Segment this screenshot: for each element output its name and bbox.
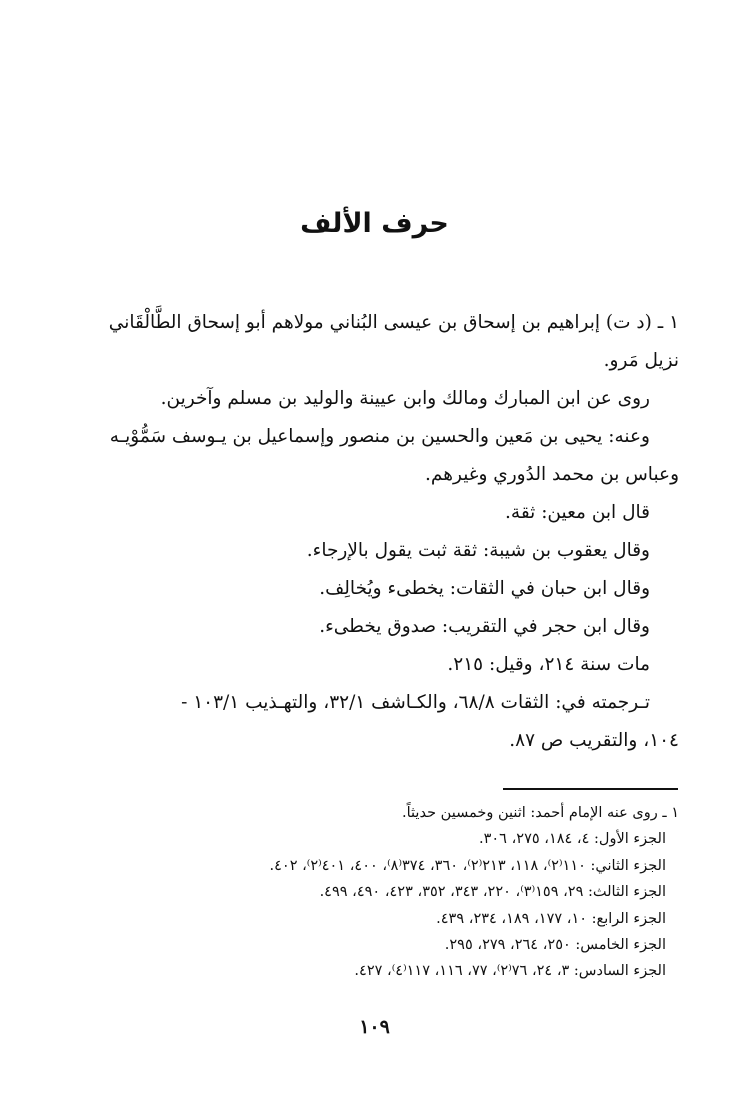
footnote-line-7: الجزء السادس: ٣، ٢٤، ٧٦⁽٢⁾، ٧٧، ١١٦، ١١٧⁽٤⁾، ٤٢٧. bbox=[354, 963, 666, 980]
footnote-line-4: الجزء الثالث: ٢٩، ١٥٩⁽٣⁾، ٢٢٠، ٣٤٣، ٣٥٢، ٤٢٣، ٤٩٠، ٤٩٩. bbox=[319, 884, 666, 901]
footnote-line-1: ١ ـ روى عنه الإمام أحمد: اثنين وخمسين حديثاً. bbox=[402, 805, 679, 821]
footnote-line-5: الجزء الرابع: ١٠، ١٧٧، ١٨٩، ٢٣٤، ٤٣٩. bbox=[436, 910, 666, 927]
entry-line-9: وقال ابن حجر في التقريب: صدوق يخطىء. bbox=[319, 616, 650, 637]
entry-line-10: مات سنة ٢١٤، وقيل: ٢١٥. bbox=[447, 654, 650, 675]
page-number: ١٠٩ bbox=[359, 1016, 390, 1038]
entry-line-1: ١ ـ (د ت) إبراهيم بن إسحاق بن عيسى البُناني مولاهم أبو إسحاق الطَّالْقَاني bbox=[108, 312, 679, 333]
footnote-line-2: الجزء الأول: ٤، ١٨٤، ٢٧٥، ٣٠٦. bbox=[479, 831, 666, 848]
entry-line-5: وعباس بن محمد الدُوري وغيرهم. bbox=[425, 464, 679, 485]
entry-line-3: روى عن ابن المبارك ومالك وابن عيينة والوليد بن مسلم وآخرين. bbox=[160, 388, 650, 409]
biography-entry bbox=[64, 304, 679, 760]
footnote-line-6: الجزء الخامس: ٢٥٠، ٢٦٤، ٢٧٩، ٢٩٥. bbox=[444, 937, 666, 954]
footnote-line-3: الجزء الثاني: ١١٠⁽٢⁾، ١١٨، ٢١٣⁽٢⁾، ٣٦٠، ٣٧٤⁽٨⁾، ٤٠٠، ٤٠١⁽٢⁾، ٤٠٢. bbox=[269, 857, 666, 874]
entry-line-12: ١٠٤، والتقريب ص ٨٧. bbox=[509, 730, 679, 751]
footnotes bbox=[64, 800, 679, 985]
entry-line-2: نزيل مَرو. bbox=[603, 350, 679, 371]
entry-line-8: وقال ابن حبان في الثقات: يخطىء ويُخالِف. bbox=[319, 578, 650, 599]
entry-line-6: قال ابن معين: ثقة. bbox=[505, 502, 650, 523]
entry-line-4: وعنه: يحيى بن مَعين والحسين بن منصور وإسماعيل بن يـوسف سَمُّوْيـه bbox=[109, 426, 650, 447]
entry-line-7: وقال يعقوب بن شيبة: ثقة ثبت يقول بالإرجاء. bbox=[306, 540, 650, 561]
chapter-title: حرف الألف bbox=[300, 208, 449, 239]
entry-line-11: تـرجمته في: الثقات ٦٨/٨، والكـاشف ٣٢/١، والتهـذيب ١٠٣/١ - bbox=[181, 692, 650, 713]
footnote-divider bbox=[503, 788, 678, 790]
